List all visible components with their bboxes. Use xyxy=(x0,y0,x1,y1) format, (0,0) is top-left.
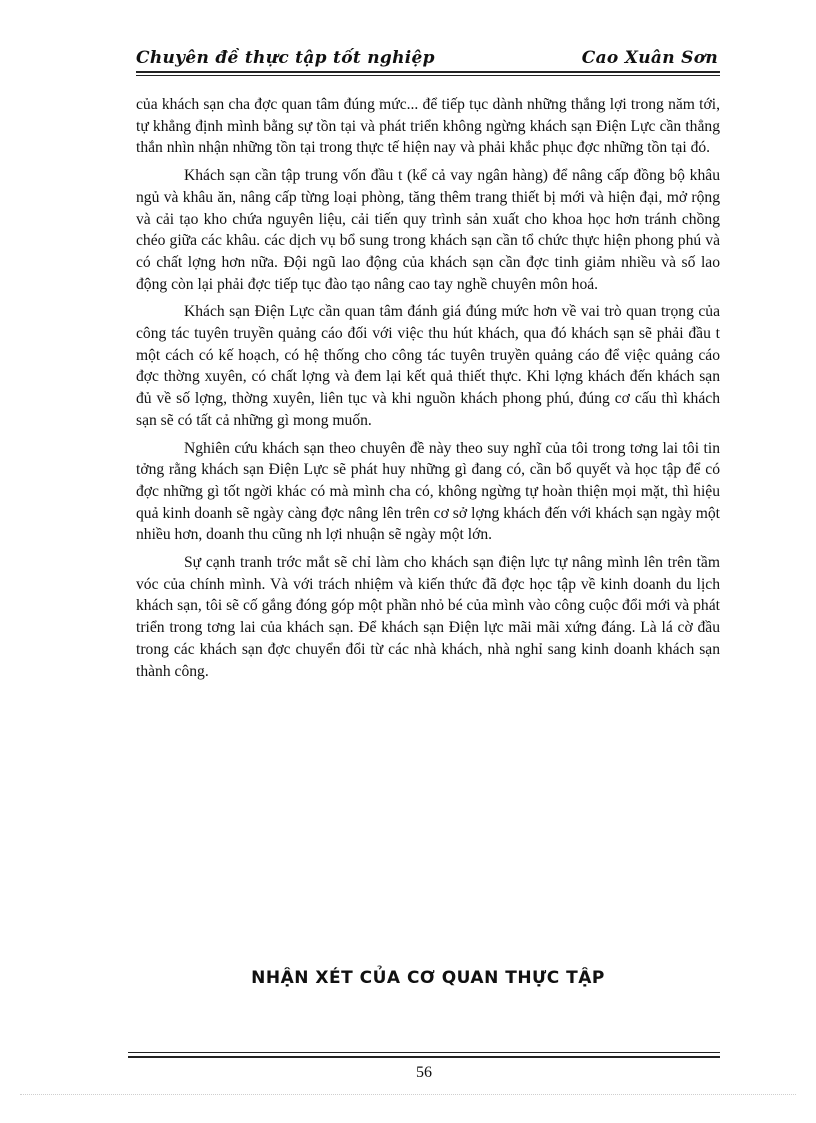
body-text xyxy=(136,94,720,688)
footer-rule-thick xyxy=(128,1056,720,1058)
paragraph-4: Nghiên cứu khách sạn theo chuyên đề này theo suy nghĩ của tôi trong tơng lai tôi tin tởng rằng khách sạn Điện Lực sẽ phát huy những gì đang có, cần bổ quyết và học tập để có đợc những gì tốt ngời khác có mà mình cha có, không ngừng tự hoàn thiện mọi mặt, thì hiệu quả kinh doanh sẽ ngày càng đợc nâng lên trên cơ sở lợng khách đến với khách sạn ngày một nhiều hơn, doanh thu cũng nh lợi nhuận sẽ ngày một lớn. xyxy=(136,439,720,544)
section-heading: NHẬN XÉT CỦA CƠ QUAN THỰC TẬP xyxy=(251,968,605,988)
header-author-name: Cao Xuân Sơn xyxy=(581,48,718,68)
page-number: 56 xyxy=(416,1064,432,1081)
paragraph-5: Sự cạnh tranh trớc mắt sẽ chỉ làm cho khách sạn điện lực tự nâng mình lên trên tầm vóc của chính mình. Và với trách nhiệm và kiến thức đã đợc học tập về kinh doanh du lịch khách sạn, tôi sẽ cố gắng đóng góp một phần nhỏ bé của mình vào công cuộc đổi mới và phát triển trong tơng lai của khách sạn. Để khách sạn Điện lực mãi mãi xứng đáng. Là lá cờ đầu trong các khách sạn đợc chuyển đổi từ các nhà khách, nhà nghỉ sang kinh doanh khách sạn thành công. xyxy=(136,554,720,680)
header-rule-thin xyxy=(136,75,720,76)
footer-rule-thin xyxy=(128,1052,720,1053)
page-footer xyxy=(128,1052,720,1082)
bottom-dotted-divider xyxy=(20,1094,796,1095)
header-rule-thick xyxy=(136,71,720,73)
page-header xyxy=(136,44,720,74)
paragraph-3: Khách sạn Điện Lực cần quan tâm đánh giá đúng mức hơn về vai trò quan trọng của công tác tuyên truyền quảng cáo đối với việc thu hút khách, qua đó khách sạn sẽ phải đầu t một cách có kế hoạch, có hệ thống cho công tác tuyên truyền quảng cáo để việc quảng cáo đợc thờng xuyên, có chất lợng và đem lại kết quả thiết thực. Khi lợng khách đến khách sạn đủ về số lợng, thờng xuyên, liên tục và khi nguồn khách phong phú, đúng cơ cấu thì khách sạn sẽ có tất cả những gì mong muốn. xyxy=(136,303,720,429)
paragraph-2: Khách sạn cần tập trung vốn đầu t (kể cả vay ngân hàng) để nâng cấp đồng bộ khâu ngủ và khâu ăn, nâng cấp từng loại phòng, tăng thêm trang thiết bị mới và hiện đại, mở rộng và cải tạo kho chứa nguyên liệu, cải tiến quy trình sản xuất cho khoa học hơn tránh chồng chéo giữa các khâu. các dịch vụ bổ sung trong khách sạn cần tổ chức thực hiện phong phú và có chất lợng hơn nữa. Đội ngũ lao động của khách sạn cần đợc tinh giảm nhiều và số lao động còn lại phải đợc tiếp tục đào tạo nâng cao tay nghề chuyên môn hoá. xyxy=(136,167,720,293)
header-document-title: Chuyên đề thực tập tốt nghiệp xyxy=(136,48,435,68)
paragraph-1: của khách sạn cha đợc quan tâm đúng mức... để tiếp tục dành những thắng lợi trong năm tới, tự khẳng định mình bằng sự tồn tại và phát triển không ngừng khách sạn Điện Lực cần thẳng thắn nhìn nhận những tồn tại trong thực tế hiện nay và phải khắc phục đợc những tồn tại đó. xyxy=(136,96,720,157)
